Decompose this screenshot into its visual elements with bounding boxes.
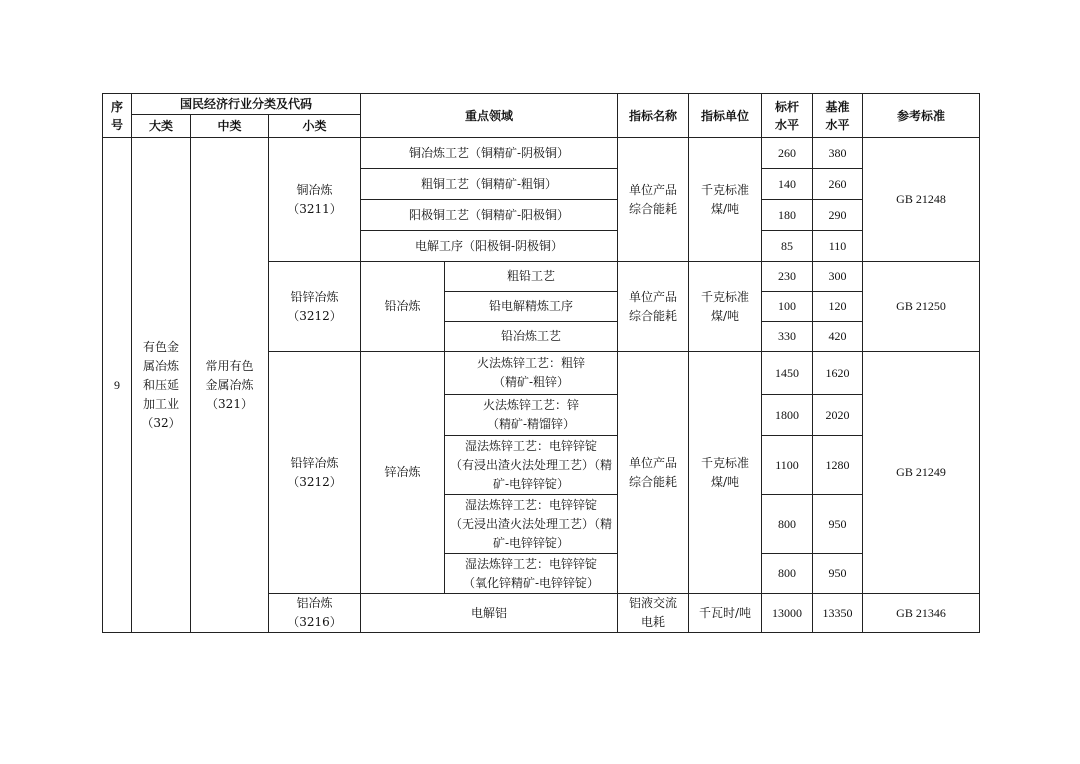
header-seq: 序 号 — [103, 94, 132, 138]
field-cell: 阳极铜工艺（铜精矿-阳极铜） — [361, 200, 618, 231]
sub-field-zinc: 锌冶炼 — [361, 352, 445, 594]
baseline-value: 950 — [813, 495, 863, 554]
benchmark-value: 1100 — [762, 436, 813, 495]
header-industry-group: 国民经济行业分类及代码 — [132, 94, 361, 115]
baseline-value: 120 — [813, 292, 863, 322]
minor-category-aluminum: 铝冶炼 （3216） — [269, 594, 361, 633]
benchmark-value: 800 — [762, 495, 813, 554]
minor-category-zinc: 铅锌冶炼 （3212） — [269, 352, 361, 594]
header-benchmark: 标杆 水平 — [762, 94, 813, 138]
seq-cell: 9 — [103, 138, 132, 633]
benchmark-value: 260 — [762, 138, 813, 169]
header-minor: 小类 — [269, 115, 361, 138]
baseline-value: 290 — [813, 200, 863, 231]
field-cell: 火法炼锌工艺：粗锌 （精矿-粗锌） — [445, 352, 618, 395]
field-cell: 铅电解精炼工序 — [445, 292, 618, 322]
field-cell: 铜冶炼工艺（铜精矿-阴极铜） — [361, 138, 618, 169]
benchmark-value: 330 — [762, 322, 813, 352]
baseline-value: 950 — [813, 554, 863, 594]
sub-field-lead: 铅冶炼 — [361, 262, 445, 352]
header-indicator-unit: 指标单位 — [689, 94, 762, 138]
indicator-unit-copper: 千克标准 煤/吨 — [689, 138, 762, 262]
benchmark-value: 230 — [762, 262, 813, 292]
baseline-value: 420 — [813, 322, 863, 352]
field-cell: 粗铅工艺 — [445, 262, 618, 292]
benchmark-value: 180 — [762, 200, 813, 231]
energy-benchmark-table — [102, 93, 980, 633]
indicator-unit-aluminum: 千瓦时/吨 — [689, 594, 762, 633]
benchmark-value: 100 — [762, 292, 813, 322]
field-cell: 火法炼锌工艺：锌 （精矿-精馏锌） — [445, 395, 618, 436]
indicator-name-aluminum: 铝液交流 电耗 — [618, 594, 689, 633]
table-row — [103, 138, 980, 169]
field-cell: 电解铝 — [361, 594, 618, 633]
reference-standard-lead: GB 21250 — [863, 262, 980, 352]
reference-standard-copper: GB 21248 — [863, 138, 980, 262]
header-medium: 中类 — [191, 115, 269, 138]
header-row-1 — [103, 94, 980, 115]
indicator-unit-lead: 千克标准 煤/吨 — [689, 262, 762, 352]
indicator-name-lead: 单位产品 综合能耗 — [618, 262, 689, 352]
field-cell: 湿法炼锌工艺：电锌锌锭 （氧化锌精矿-电锌锌锭） — [445, 554, 618, 594]
baseline-value: 380 — [813, 138, 863, 169]
reference-standard-aluminum: GB 21346 — [863, 594, 980, 633]
baseline-value: 300 — [813, 262, 863, 292]
benchmark-value: 85 — [762, 231, 813, 262]
header-major: 大类 — [132, 115, 191, 138]
baseline-value: 13350 — [813, 594, 863, 633]
field-cell: 粗铜工艺（铜精矿-粗铜） — [361, 169, 618, 200]
benchmark-value: 1800 — [762, 395, 813, 436]
baseline-value: 1280 — [813, 436, 863, 495]
baseline-value: 2020 — [813, 395, 863, 436]
benchmark-value: 1450 — [762, 352, 813, 395]
benchmark-value: 800 — [762, 554, 813, 594]
major-category-cell: 有色金 属冶炼 和压延 加工业 （32） — [132, 138, 191, 633]
field-cell: 铅冶炼工艺 — [445, 322, 618, 352]
baseline-value: 110 — [813, 231, 863, 262]
minor-category-copper: 铜冶炼 （3211） — [269, 138, 361, 262]
header-field: 重点领域 — [361, 94, 618, 138]
indicator-unit-zinc: 千克标准 煤/吨 — [689, 352, 762, 594]
header-indicator-name: 指标名称 — [618, 94, 689, 138]
field-cell: 湿法炼锌工艺：电锌锌锭 （有浸出渣火法处理工艺）（精矿-电锌锌锭） — [445, 436, 618, 495]
benchmark-value: 13000 — [762, 594, 813, 633]
baseline-value: 260 — [813, 169, 863, 200]
indicator-name-zinc: 单位产品 综合能耗 — [618, 352, 689, 594]
field-cell: 湿法炼锌工艺：电锌锌锭 （无浸出渣火法处理工艺）（精矿-电锌锌锭） — [445, 495, 618, 554]
indicator-name-copper: 单位产品 综合能耗 — [618, 138, 689, 262]
baseline-value: 1620 — [813, 352, 863, 395]
minor-category-lead: 铅锌冶炼 （3212） — [269, 262, 361, 352]
header-baseline: 基准 水平 — [813, 94, 863, 138]
benchmark-value: 140 — [762, 169, 813, 200]
reference-standard-zinc: GB 21249 — [863, 352, 980, 594]
medium-category-cell: 常用有色 金属冶炼 （321） — [191, 138, 269, 633]
header-reference: 参考标准 — [863, 94, 980, 138]
field-cell: 电解工序（阳极铜-阴极铜） — [361, 231, 618, 262]
